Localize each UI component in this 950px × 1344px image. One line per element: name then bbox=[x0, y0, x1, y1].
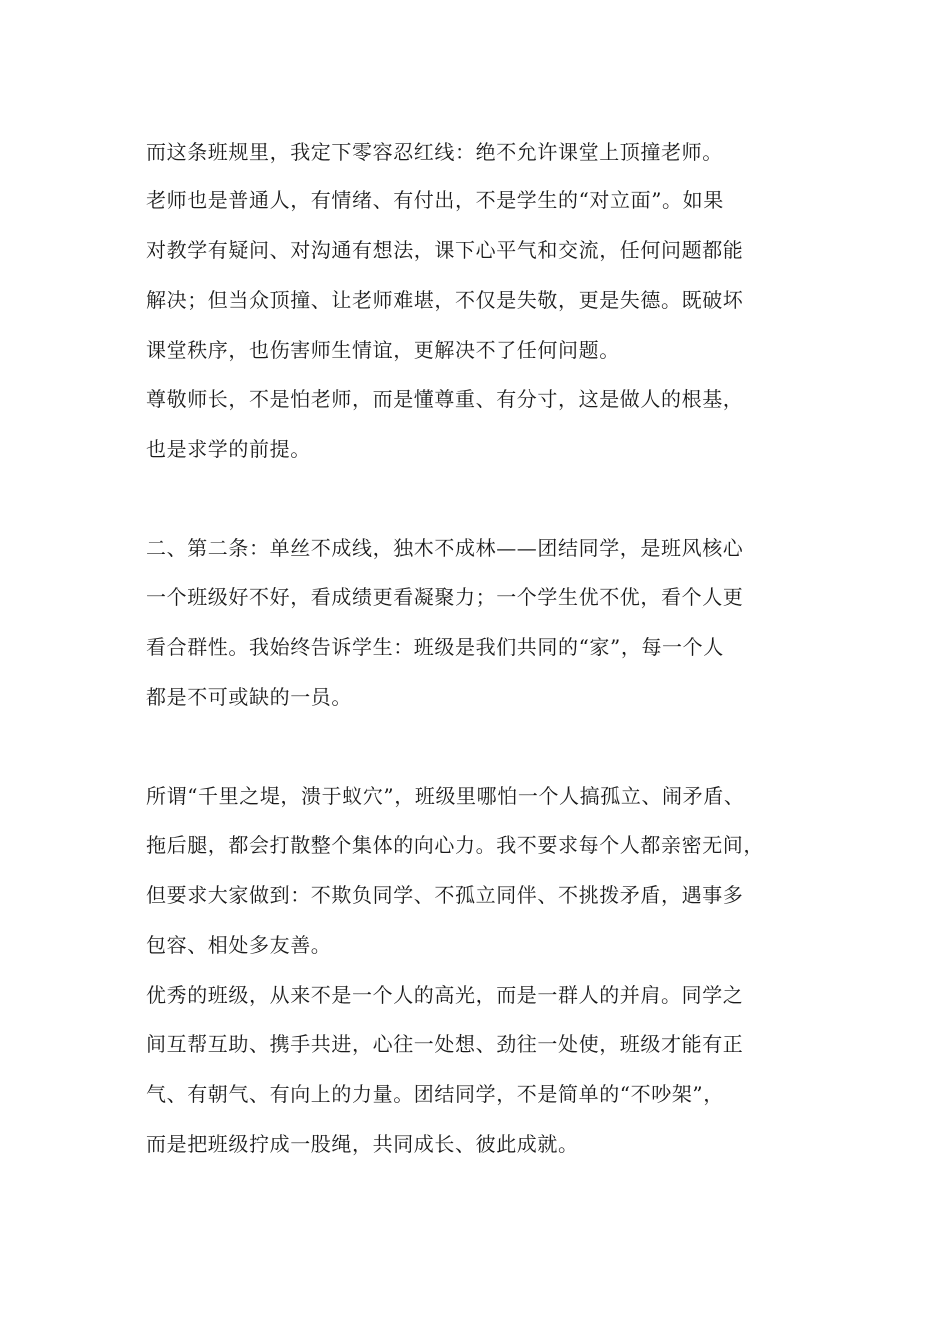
text-line: 一个班级好不好，看成绩更看凝聚力；一个学生优不优，看个人更 bbox=[146, 585, 744, 609]
text-line: 而这条班规里，我定下零容忍红线：绝不允许课堂上顶撞老师。 bbox=[146, 140, 723, 164]
text-line: 课堂秩序，也伤害师生情谊，更解决不了任何问题。 bbox=[146, 338, 620, 362]
text-line: 间互帮互助、携手共进，心往一处想、劲往一处使，班级才能有正 bbox=[146, 1032, 744, 1056]
text-line: 也是求学的前提。 bbox=[146, 437, 311, 461]
text-line: 尊敬师长，不是怕老师，而是懂尊重、有分寸，这是做人的根基， bbox=[146, 387, 744, 411]
text-line: 而是把班级拧成一股绳，共同成长、彼此成就。 bbox=[146, 1132, 579, 1156]
text-line: 对教学有疑问、对沟通有想法，课下心平气和交流，任何问题都能 bbox=[146, 238, 744, 262]
text-line: 老师也是普通人，有情绪、有付出，不是学生的“对立面”。如果 bbox=[146, 188, 724, 212]
section-heading: 二、第二条：单丝不成线，独木不成林——团结同学，是班风核心 bbox=[146, 536, 744, 560]
text-line: 但要求大家做到：不欺负同学、不孤立同伴、不挑拨矛盾，遇事多 bbox=[146, 883, 744, 907]
text-line: 优秀的班级，从来不是一个人的高光，而是一群人的并肩。同学之 bbox=[146, 983, 744, 1007]
text-line: 解决；但当众顶撞、让老师难堪，不仅是失敬，更是失德。既破坏 bbox=[146, 288, 744, 312]
text-line: 拖后腿，都会打散整个集体的向心力。我不要求每个人都亲密无间， bbox=[146, 833, 764, 857]
text-line: 气、有朝气、有向上的力量。团结同学，不是简单的“不吵架”， bbox=[146, 1082, 724, 1106]
text-line: 看合群性。我始终告诉学生：班级是我们共同的“家”，每一个人 bbox=[146, 635, 724, 659]
text-line: 都是不可或缺的一员。 bbox=[146, 685, 352, 709]
text-line: 所谓“千里之堤，溃于蚁穴”，班级里哪怕一个人搞孤立、闹矛盾、 bbox=[146, 784, 745, 808]
text-line: 包容、相处多友善。 bbox=[146, 933, 332, 957]
